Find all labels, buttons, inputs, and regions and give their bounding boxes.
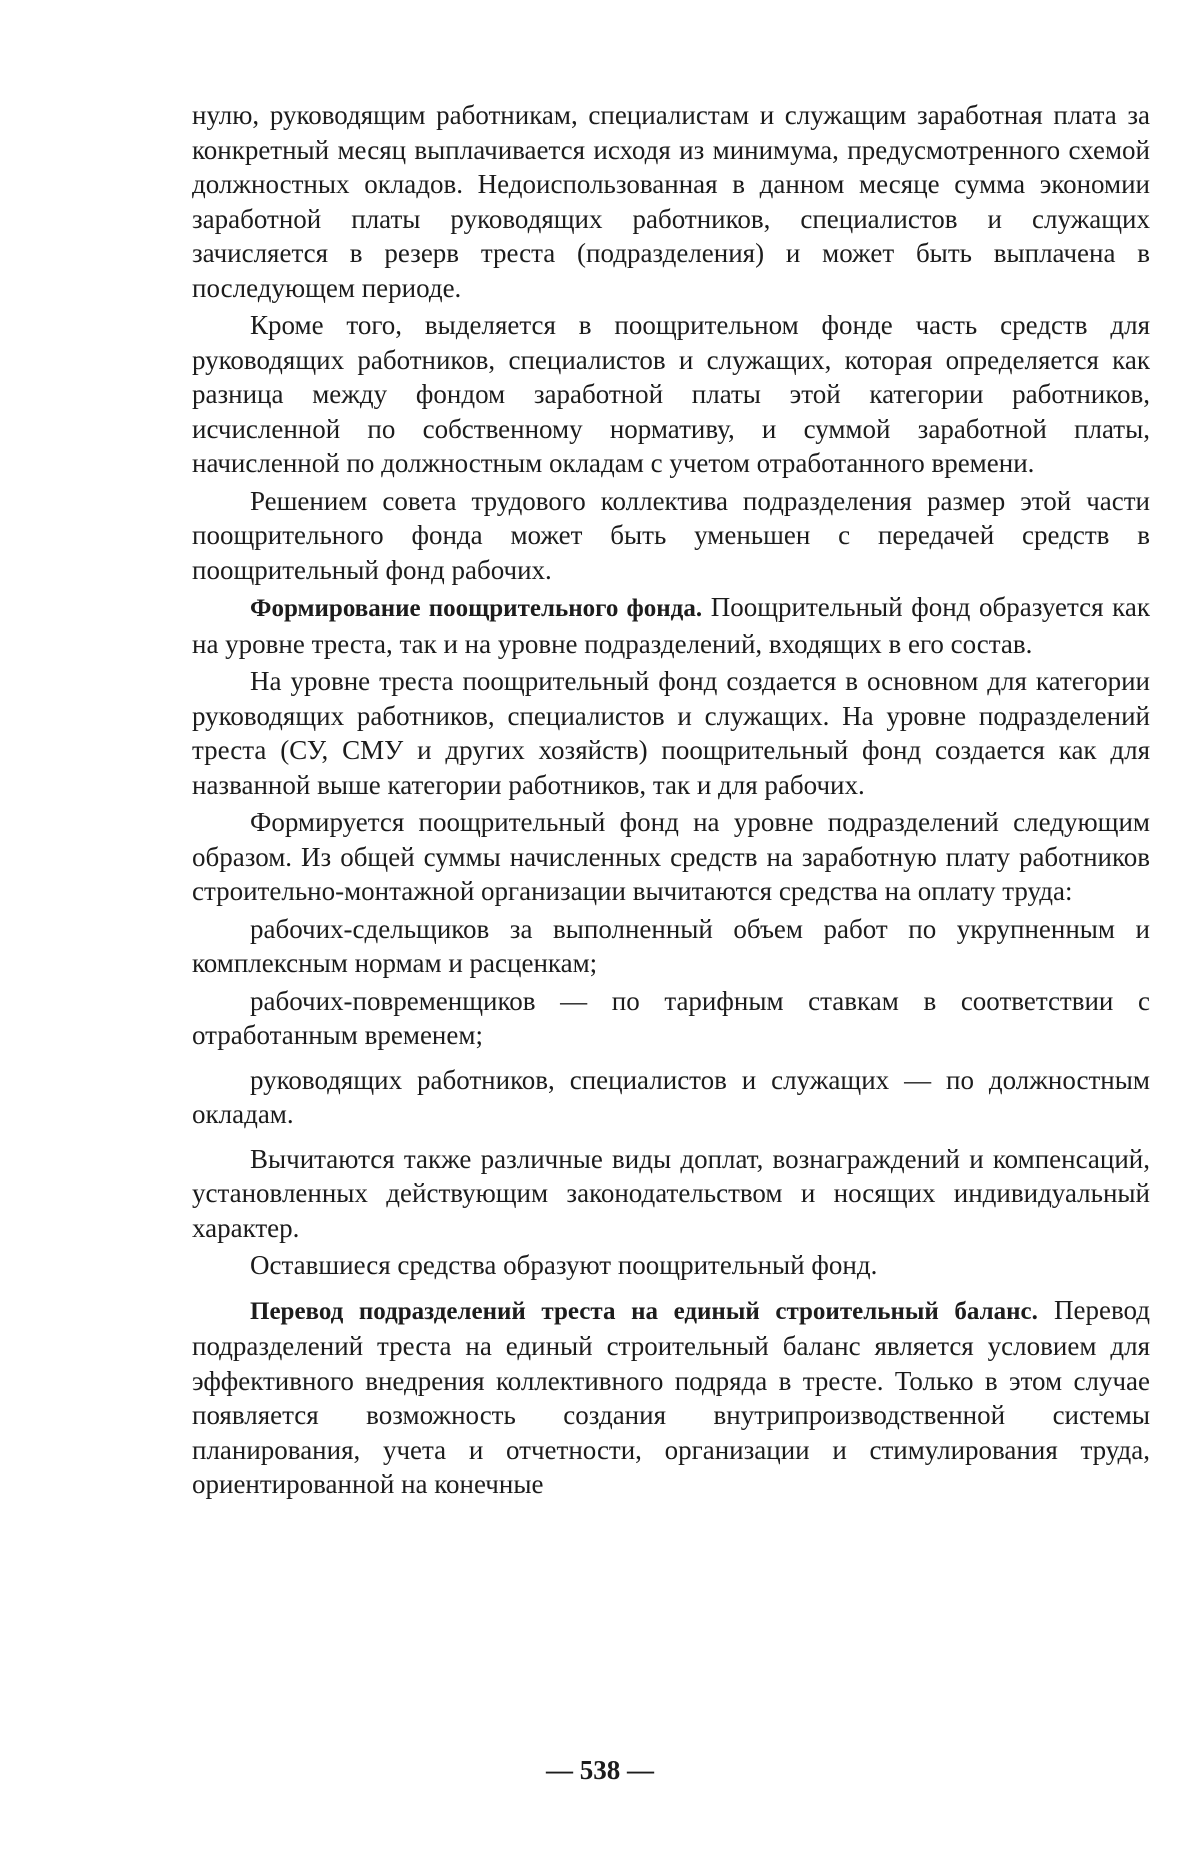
paragraph-5-text: На уровне треста поощрительный фонд создается в основном для категории руководящих работников, специалистов и служащих. На уровне подразделений треста (СУ, СМУ и других хозяйств) поощрительный фонд создается как для названной выше категории работников, так и для рабочих. (192, 666, 1150, 800)
paragraph-4-text: Поощрительный фонд образуется как на уровне треста, так и на уровне подразделений, входящих в его состав. (192, 592, 1150, 659)
paragraph-1-text: нулю, руководящим работникам, специалистам и служащим заработная плата за конкретный месяц выплачивается исходя из минимума, предусмотренного схемой должностных окладов. Недоиспользованная в данном месяце сумма экономии заработной платы руководящих работников, специалистов и служащих зачисляется в резерв треста (подразделения) и может быть выплачена в последующем периоде. (192, 100, 1150, 303)
paragraph-2 (192, 308, 1150, 481)
paragraph-4 (192, 590, 1150, 661)
paragraph-11-text: Оставшиеся средства образуют поощрительный фонд. (250, 1250, 878, 1280)
paragraph-12-text: Перевод подразделений треста на единый строительный баланс является условием для эффективного внедрения коллективного подряда в тресте. Только в этом случае появляется возможность создания внутрипроизводственной системы планирования, учета и отчетности, организации и стимулирования труда, ориентированной на конечные (192, 1294, 1151, 1499)
paragraph-6-text: Формируется поощрительный фонд на уровне подразделений следующим образом. Из общей суммы начисленных средств на заработную плату работников строительно-монтажной организации вычитаются средства на оплату труда: (192, 807, 1150, 906)
list-item-managers (192, 1063, 1150, 1132)
list-item-piece-workers (192, 912, 1150, 981)
paragraph-1 (192, 98, 1150, 305)
paragraph-6 (192, 805, 1150, 909)
paragraph-2-text: Кроме того, выделяется в поощрительном фонде часть средств для руководящих работников, специалистов и служащих, которая определяется как разница между фондом заработной платы этой категории работников, исчисленной по собственному нормативу, и суммой заработной платы, начисленной по должностным окладам с учетом отработанного времени. (192, 310, 1150, 478)
paragraph-3 (192, 484, 1150, 588)
list-item-piece-workers-text: рабочих-сдельщиков за выполненный объем работ по укрупненным и комплексным нормам и расценкам; (192, 913, 1150, 978)
list-item-managers-text: руководящих работников, специалистов и служащих — по должностным окладам. (192, 1064, 1150, 1129)
section-heading-unified-balance: Перевод подразделений треста на единый строительный баланс. (250, 1297, 1038, 1325)
paragraph-10 (192, 1142, 1150, 1246)
section-heading-incentive-fund: Формирование поощрительного фонда. (250, 595, 703, 622)
paragraph-3-text: Решением совета трудового коллектива подразделения размер этой части поощрительного фонда может быть уменьшен с передачей средств в поощрительный фонд рабочих. (192, 485, 1150, 585)
paragraph-12 (192, 1293, 1150, 1502)
paragraph-5 (192, 664, 1150, 802)
page-body (192, 98, 1150, 1505)
paragraph-10-text: Вычитаются также различные виды доплат, вознаграждений и компенсаций, установленных действующим законодательством и носящих индивидуальный характер. (192, 1143, 1150, 1243)
paragraph-11 (192, 1248, 1150, 1283)
list-item-time-workers-text: рабочих-повременщиков — по тарифным ставкам в соответствии с отработанным временем; (192, 985, 1150, 1050)
list-item-time-workers (192, 984, 1150, 1053)
page-number: — 538 — (546, 1755, 654, 1785)
